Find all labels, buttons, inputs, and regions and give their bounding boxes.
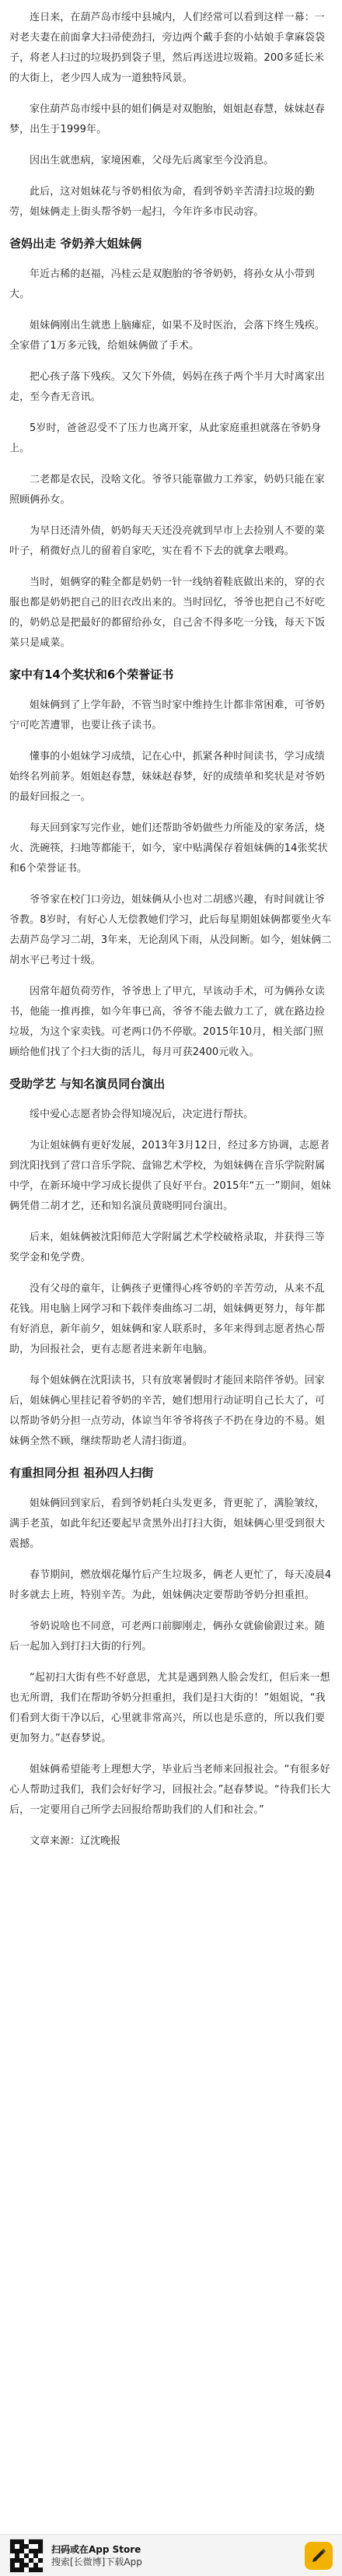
paragraph: 连日来，在葫芦岛市绥中县城内，人们经常可以看到这样一幕：一对老夫妻在前面拿大扫帚使劲扫，旁边两个戴手套的小姑娘手拿麻袋袋子，将老人扫过的垃圾扔到袋子里，然后再送进垃圾箱。200多延长米的大街上，老少四人成为一道独特风景。 — [9, 12, 326, 84]
paragraph: 年近古稀的赵福，冯桂云是双胞胎的爷爷奶奶，将孙女从小带到大。 — [9, 268, 315, 300]
paragraph: 家住葫芦岛市绥中县的姐们俩是对双胞胎，姐姐赵春慧，妹妹赵春梦，出生于1999年。 — [9, 103, 325, 135]
footer-line2: 搜索[长微博]下载App — [51, 2556, 142, 2567]
paragraph: 为早日还清外债，奶奶每天天还没亮就到早市上去捡别人不要的菜叶子，稍微好点儿的留着自家吃，实在看不下去的就拿去喂鸡。 — [9, 525, 325, 557]
paragraph: 把心孩子落下残疾。又欠下外债，妈妈在孩子两个半月大时离家出走，至今杳无音讯。 — [9, 371, 325, 403]
paragraph: 懂事的小姐妹学习成绩，记在心中，抓紧各种时间读书，学习成绩始终名列前茅。姐姐赵春慧，妹妹赵春梦，好的成绩单和奖状是对爷奶的最好回报之一。 — [9, 751, 326, 803]
pen-app-icon[interactable] — [305, 2542, 333, 2570]
paragraph: 爷奶说啥也不同意，可老两口前脚刚走，俩孙女就偷偷跟过来。随后一起加入到打扫大街的行列。 — [9, 1621, 325, 1652]
paragraph: 因出生就患病，家境困难，父母先后离家至今没消息。 — [30, 155, 274, 166]
paragraph: 后来，姐妹俩被沈阳师范大学附属艺术学校破格录取，并获得三等奖学金和免学费。 — [9, 1232, 325, 1263]
paragraph: 5岁时，爸爸忍受不了压力也离开家，从此家庭重担就落在爷奶身上。 — [9, 422, 322, 454]
footer-text — [51, 2543, 305, 2568]
paragraph: 为让姐妹俩有更好发展，2013年3月12日，经过多方协调，志愿者到沈阳找到了营口音乐学院、盘锦艺术学校，为姐妹俩在音乐学院附属中学，在新环境中学习成长提供了良好平台。2015年“五一”期间，姐妹俩凭借二胡才艺，还和知名演员黄晓明同台演出。 — [9, 1140, 331, 1212]
paragraph: 绥中爱心志愿者协会得知境况后，决定进行帮扶。 — [30, 1109, 254, 1120]
paragraph: 爷爷家在校门口旁边，姐妹俩从小也对二胡感兴趣，有时间就让爷爷教。8岁时，有好心人无偿教她们学习，此后每星期姐妹俩都要坐火车去葫芦岛学习二胡，3年来，无论刮风下雨，从没间断。如今，姐妹俩二胡水平已考过十级。 — [9, 894, 332, 966]
article-source: 文章来源：辽沈晚报 — [30, 1835, 121, 1847]
section-heading: 家中有14个奖状和6个荣誉证书 — [9, 668, 174, 682]
paragraph: 当时，姐俩穿的鞋全都是奶奶一针一线纳着鞋底做出来的，穿的衣服也都是奶奶把自己的旧衣改出来的。当时回忆，爷爷也把自己不好吃的，奶奶总是把最好的都留给孙女，自己舍不得多吃一分钱，每天下饭菜只是咸菜。 — [9, 577, 326, 649]
section-heading: 有重担同分担 祖孙四人扫街 — [9, 1466, 154, 1480]
paragraph: 春节期间，燃放烟花爆竹后产生垃圾多，俩老人更忙了，每天凌晨4时多就去上班，特别辛苦。为此，姐妹俩决定要帮助爷奶分担重担。 — [9, 1569, 332, 1601]
paragraph: “起初扫大街有些不好意思，尤其是遇到熟人脸会发红，但后来一想也无所谓，我们在帮助爷奶分担重担，我们是扫大街的！”姐姐说，“我们看到大街干净以后，心里就非常高兴，所以也是乐意的，所以我们要更加努力。”赵春梦说。 — [9, 1672, 330, 1744]
qr-code-icon — [9, 2539, 44, 2573]
section-heading: 爸妈出走 爷奶养大姐妹俩 — [9, 237, 142, 251]
paragraph: 姐妹俩回到家后，看到爷奶耗白头发更多，背更驼了，满脸皱纹，满手老茧，如此年纪还要起早贪黑外出打扫大街，姐妹俩心里受到很大震撼。 — [9, 1498, 326, 1550]
footer-line1: 扫码或在App Store — [51, 2543, 141, 2555]
article-content — [9, 8, 333, 1852]
paragraph: 没有父母的童年，让俩孩子更懂得心疼爷奶的辛苦劳动，从来不乱花钱。用电脑上网学习和下载伴奏曲练习二胡，姐妹俩更努力，每年都有好消息，新年前夕，姐妹俩和家人联系时，多年来得到志愿者热心帮助，为回报社会，更有志愿者进来新年电脑。 — [9, 1283, 326, 1355]
paragraph: 姐妹俩希望能考上理想大学，毕业后当老师来回报社会。“有很多好心人帮助过我们，我们会好好学习，回报社会。”赵春梦说。“待我们长大后，一定要用自己所学去回报给帮助我们的人们和社会。” — [9, 1764, 331, 1816]
paragraph: 姐妹俩到了上学年龄，不管当时家中维持生计都非常困难，可爷奶宁可吃苦遭罪，也要让孩子读书。 — [9, 699, 325, 731]
paragraph: 二老都是农民，没啥文化。爷爷只能靠做力工养家，奶奶只能在家照顾俩孙女。 — [9, 474, 325, 506]
paragraph: 因常年超负荷劳作，爷爷患上了甲亢，早该动手术，可为俩孙女读书，他能一推再推，如今年事已高，爷爷不能去做力工了，就在路边捡垃圾，为这个家卖钱。可老两口仍不停歇。2015年10月，相关部门照顾给他们找了个扫大街的活儿，每月可获2400元收入。 — [9, 986, 326, 1058]
paragraph: 此后，这对姐妹花与爷奶相依为命，看到爷奶辛苦清扫垃圾的勤劳，姐妹俩走上街头帮爷奶一起扫，今年许多市民动容。 — [9, 186, 315, 218]
paragraph: 每天回到家写完作业，她们还帮助爷奶做些力所能及的家务活，烧火、洗碗筷，扫地等都能干，如今，家中贴满保存着姐妹俩的14张奖状和6个荣誉证书。 — [9, 822, 328, 874]
section-heading: 受助学艺 与知名演员同台演出 — [9, 1077, 166, 1091]
paragraph: 每个姐妹俩在沈阳读书，只有放寒暑假时才能回来陪伴爷奶。回家后，姐妹俩心里挂记着爷奶的辛苦，她们想用行动证明自己长大了，可以帮助爷奶分担一点劳动，体谅当年爷爷将孩子不扔在身边的不易。姐妹俩全然不顾，继续帮助老人清扫街道。 — [9, 1375, 326, 1447]
paragraph: 姐妹俩刚出生就患上脑瘫症，如果不及时医治，会落下终生残疾。全家借了1万多元钱，给姐妹俩做了手术。 — [9, 320, 325, 352]
footer-download-bar[interactable] — [0, 2534, 342, 2576]
